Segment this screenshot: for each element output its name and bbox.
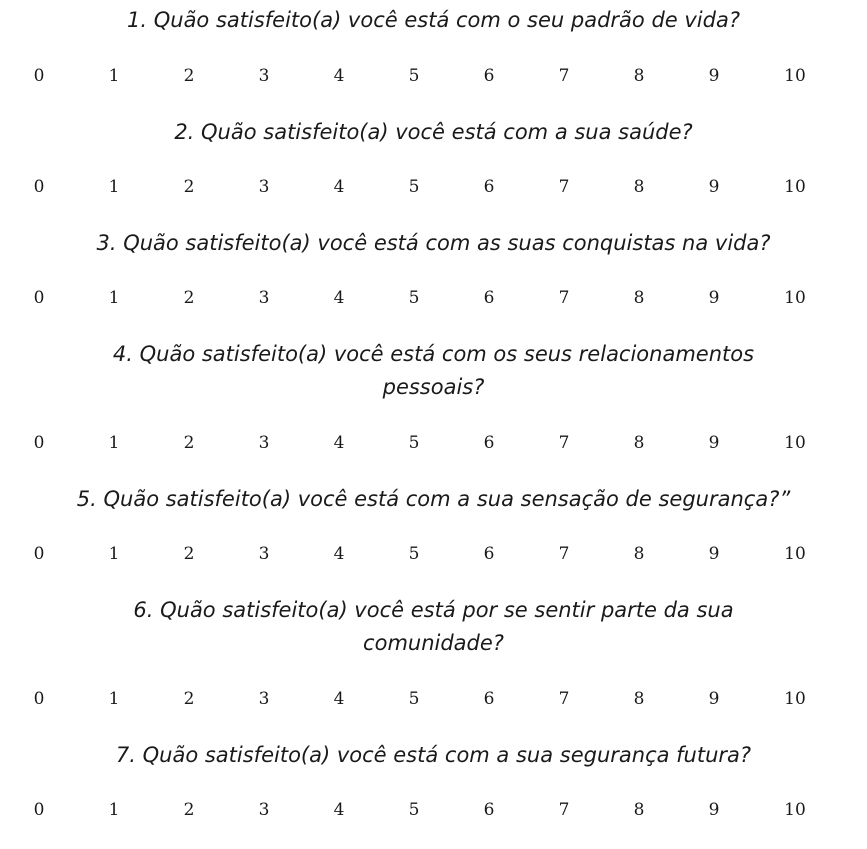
rating-option-2[interactable]: 2 bbox=[183, 177, 195, 197]
rating-option-4[interactable]: 4 bbox=[333, 433, 345, 453]
rating-option-3[interactable]: 3 bbox=[258, 689, 270, 709]
rating-scale-3 bbox=[0, 286, 867, 310]
rating-option-8[interactable]: 8 bbox=[633, 66, 645, 86]
rating-scale-7 bbox=[0, 798, 867, 822]
rating-option-1[interactable]: 1 bbox=[108, 66, 120, 86]
rating-option-4[interactable]: 4 bbox=[333, 800, 345, 820]
rating-option-1[interactable]: 1 bbox=[108, 177, 120, 197]
rating-option-7[interactable]: 7 bbox=[558, 433, 570, 453]
rating-option-9[interactable]: 9 bbox=[708, 177, 720, 197]
rating-option-3[interactable]: 3 bbox=[258, 177, 270, 197]
rating-option-9[interactable]: 9 bbox=[708, 288, 720, 308]
rating-option-4[interactable]: 4 bbox=[333, 66, 345, 86]
rating-option-8[interactable]: 8 bbox=[633, 433, 645, 453]
rating-option-0[interactable]: 0 bbox=[33, 177, 45, 197]
rating-option-2[interactable]: 2 bbox=[183, 66, 195, 86]
rating-option-10[interactable]: 10 bbox=[784, 689, 806, 709]
rating-option-6[interactable]: 6 bbox=[483, 544, 495, 564]
rating-option-0[interactable]: 0 bbox=[33, 689, 45, 709]
rating-option-9[interactable]: 9 bbox=[708, 800, 720, 820]
rating-option-5[interactable]: 5 bbox=[408, 800, 420, 820]
rating-option-7[interactable]: 7 bbox=[558, 689, 570, 709]
rating-option-3[interactable]: 3 bbox=[258, 544, 270, 564]
rating-option-10[interactable]: 10 bbox=[784, 66, 806, 86]
question-4-text-line-2: pessoais? bbox=[382, 375, 485, 399]
rating-option-4[interactable]: 4 bbox=[333, 288, 345, 308]
rating-option-0[interactable]: 0 bbox=[33, 288, 45, 308]
rating-scale-4 bbox=[0, 431, 867, 455]
rating-option-0[interactable]: 0 bbox=[33, 544, 45, 564]
rating-option-2[interactable]: 2 bbox=[183, 433, 195, 453]
rating-option-3[interactable]: 3 bbox=[258, 433, 270, 453]
rating-option-0[interactable]: 0 bbox=[33, 66, 45, 86]
rating-option-10[interactable]: 10 bbox=[784, 177, 806, 197]
rating-option-4[interactable]: 4 bbox=[333, 689, 345, 709]
rating-option-10[interactable]: 10 bbox=[784, 433, 806, 453]
rating-option-10[interactable]: 10 bbox=[784, 288, 806, 308]
rating-option-1[interactable]: 1 bbox=[108, 433, 120, 453]
rating-option-3[interactable]: 3 bbox=[258, 800, 270, 820]
rating-option-7[interactable]: 7 bbox=[558, 66, 570, 86]
question-5 bbox=[0, 483, 867, 516]
rating-option-2[interactable]: 2 bbox=[183, 689, 195, 709]
rating-option-6[interactable]: 6 bbox=[483, 288, 495, 308]
rating-option-4[interactable]: 4 bbox=[333, 177, 345, 197]
question-6 bbox=[0, 594, 867, 660]
question-7-text: 7. Quão satisfeito(a) você está com a sua segurança futura? bbox=[115, 743, 752, 767]
rating-option-5[interactable]: 5 bbox=[408, 689, 420, 709]
rating-option-7[interactable]: 7 bbox=[558, 288, 570, 308]
rating-option-2[interactable]: 2 bbox=[183, 544, 195, 564]
rating-option-9[interactable]: 9 bbox=[708, 689, 720, 709]
rating-option-10[interactable]: 10 bbox=[784, 800, 806, 820]
rating-option-3[interactable]: 3 bbox=[258, 66, 270, 86]
rating-option-0[interactable]: 0 bbox=[33, 433, 45, 453]
rating-option-8[interactable]: 8 bbox=[633, 544, 645, 564]
rating-option-7[interactable]: 7 bbox=[558, 800, 570, 820]
rating-option-7[interactable]: 7 bbox=[558, 544, 570, 564]
rating-scale-5 bbox=[0, 542, 867, 566]
question-2-text: 2. Quão satisfeito(a) você está com a sua saúde? bbox=[174, 120, 693, 144]
rating-option-5[interactable]: 5 bbox=[408, 544, 420, 564]
question-5-text: 5. Quão satisfeito(a) você está com a sua sensação de segurança?” bbox=[76, 487, 791, 511]
rating-scale-6 bbox=[0, 687, 867, 711]
rating-option-8[interactable]: 8 bbox=[633, 177, 645, 197]
rating-option-8[interactable]: 8 bbox=[633, 689, 645, 709]
rating-option-5[interactable]: 5 bbox=[408, 66, 420, 86]
rating-option-10[interactable]: 10 bbox=[784, 544, 806, 564]
question-2 bbox=[0, 116, 867, 149]
question-3 bbox=[0, 227, 867, 260]
question-6-text-line-2: comunidade? bbox=[363, 631, 504, 655]
rating-option-9[interactable]: 9 bbox=[708, 544, 720, 564]
question-3-text: 3. Quão satisfeito(a) você está com as suas conquistas na vida? bbox=[96, 231, 771, 255]
rating-option-0[interactable]: 0 bbox=[33, 800, 45, 820]
rating-option-1[interactable]: 1 bbox=[108, 544, 120, 564]
question-6-text-line-1: 6. Quão satisfeito(a) você está por se sentir parte da sua bbox=[133, 598, 734, 622]
rating-scale-1 bbox=[0, 64, 867, 88]
question-4-text-line-1: 4. Quão satisfeito(a) você está com os seus relacionamentos bbox=[112, 342, 755, 366]
rating-option-2[interactable]: 2 bbox=[183, 288, 195, 308]
rating-option-6[interactable]: 6 bbox=[483, 800, 495, 820]
rating-option-7[interactable]: 7 bbox=[558, 177, 570, 197]
question-4 bbox=[0, 338, 867, 404]
question-1 bbox=[0, 4, 867, 37]
rating-option-9[interactable]: 9 bbox=[708, 66, 720, 86]
rating-option-9[interactable]: 9 bbox=[708, 433, 720, 453]
rating-option-5[interactable]: 5 bbox=[408, 433, 420, 453]
rating-option-6[interactable]: 6 bbox=[483, 433, 495, 453]
rating-option-8[interactable]: 8 bbox=[633, 288, 645, 308]
rating-option-2[interactable]: 2 bbox=[183, 800, 195, 820]
rating-option-6[interactable]: 6 bbox=[483, 66, 495, 86]
rating-option-3[interactable]: 3 bbox=[258, 288, 270, 308]
rating-option-1[interactable]: 1 bbox=[108, 689, 120, 709]
rating-option-8[interactable]: 8 bbox=[633, 800, 645, 820]
rating-option-1[interactable]: 1 bbox=[108, 800, 120, 820]
question-1-text: 1. Quão satisfeito(a) você está com o seu padrão de vida? bbox=[127, 8, 740, 32]
rating-option-6[interactable]: 6 bbox=[483, 689, 495, 709]
rating-option-6[interactable]: 6 bbox=[483, 177, 495, 197]
rating-option-4[interactable]: 4 bbox=[333, 544, 345, 564]
rating-option-5[interactable]: 5 bbox=[408, 288, 420, 308]
question-7 bbox=[0, 739, 867, 772]
rating-scale-2 bbox=[0, 175, 867, 199]
rating-option-5[interactable]: 5 bbox=[408, 177, 420, 197]
rating-option-1[interactable]: 1 bbox=[108, 288, 120, 308]
